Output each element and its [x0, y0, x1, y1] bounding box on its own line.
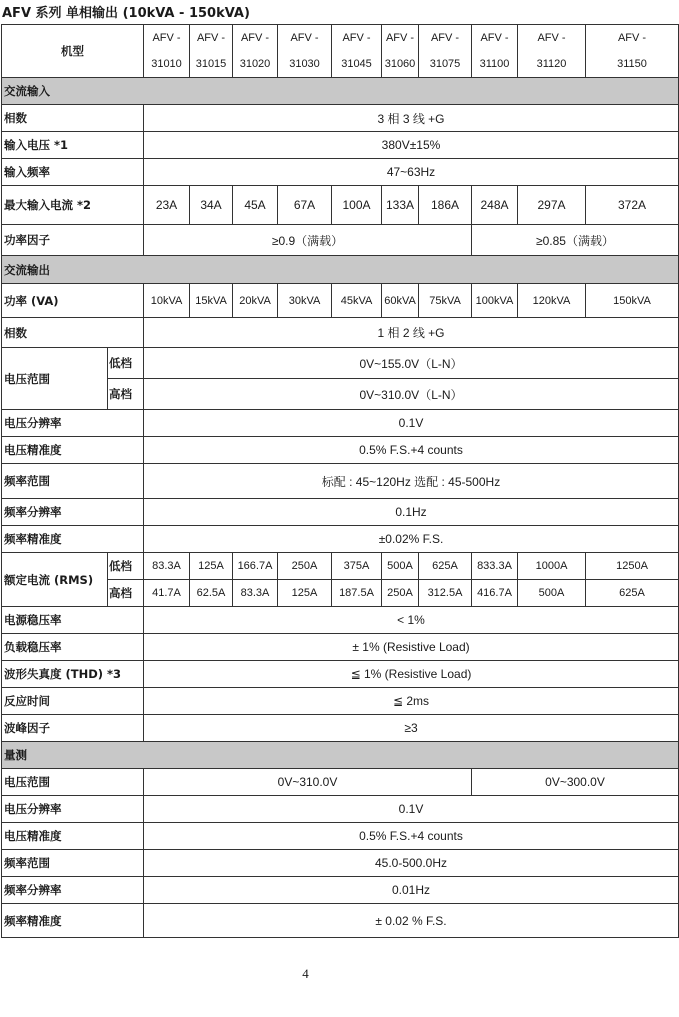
model-number: 31010 — [151, 58, 182, 70]
spec-row — [2, 715, 679, 742]
spec-row — [2, 437, 679, 464]
rated-cell: 1250A — [586, 553, 679, 580]
model-cell — [190, 25, 233, 78]
power-cell: 60kVA — [382, 284, 419, 318]
row-label: 电压范围 — [2, 769, 144, 796]
power-cell: 10kVA — [144, 284, 190, 318]
section-row — [2, 742, 679, 769]
row-value: 0.5% F.S.+4 counts — [144, 437, 679, 464]
row-label: 波形失真度 (THD) *3 — [2, 661, 144, 688]
spec-row — [2, 132, 679, 159]
model-cell — [332, 25, 382, 78]
model-prefix: AFV - — [196, 32, 226, 44]
model-number: 31100 — [479, 58, 510, 70]
sub-label: 低档 — [108, 553, 144, 580]
row-label: 频率范围 — [2, 850, 144, 877]
power-cell: 120kVA — [518, 284, 586, 318]
row-label: 功率 (VA) — [2, 284, 144, 318]
row-value: ± 1% (Resistive Load) — [144, 634, 679, 661]
rated-cell: 250A — [278, 553, 332, 580]
row-label: 相数 — [2, 105, 144, 132]
row-value: 0V~310.0V（L-N） — [144, 379, 679, 410]
current-cell: 34A — [190, 186, 233, 225]
rated-cell: 187.5A — [332, 580, 382, 607]
power-cell: 100kVA — [472, 284, 518, 318]
row-value: 3 相 3 线 +G — [144, 105, 679, 132]
spec-table — [1, 24, 679, 938]
row-value: 0.1V — [144, 410, 679, 437]
row-label: 电压精准度 — [2, 437, 144, 464]
row-value: ≥0.85（满载） — [472, 225, 679, 256]
spec-row — [2, 348, 679, 379]
model-prefix: AFV - — [342, 32, 371, 44]
row-label: 最大输入电流 *2 — [2, 186, 144, 225]
spec-row — [2, 499, 679, 526]
row-label: 输入电压 *1 — [2, 132, 144, 159]
model-prefix: AFV - — [430, 32, 460, 44]
spec-row — [2, 769, 679, 796]
row-value: ≦ 1% (Resistive Load) — [144, 661, 679, 688]
spec-row — [2, 607, 679, 634]
row-label: 频率分辨率 — [2, 877, 144, 904]
row-label: 电压分辨率 — [2, 796, 144, 823]
model-prefix: AFV - — [480, 32, 509, 44]
rated-cell: 62.5A — [190, 580, 233, 607]
spec-row — [2, 823, 679, 850]
rated-cell: 83.3A — [144, 553, 190, 580]
current-cell: 45A — [233, 186, 278, 225]
rated-cell: 416.7A — [472, 580, 518, 607]
model-number: 31075 — [429, 58, 461, 70]
spec-row — [2, 464, 679, 499]
power-cell: 20kVA — [233, 284, 278, 318]
model-prefix: AFV - — [152, 32, 181, 44]
rated-cell: 833.3A — [472, 553, 518, 580]
rated-cell: 500A — [518, 580, 586, 607]
row-value: < 1% — [144, 607, 679, 634]
row-label: 反应时间 — [2, 688, 144, 715]
model-cell — [144, 25, 190, 78]
current-cell: 186A — [419, 186, 472, 225]
sub-label: 高档 — [108, 580, 144, 607]
row-value: ±0.02% F.S. — [144, 526, 679, 553]
model-row — [2, 25, 679, 78]
row-value: ≥0.9（满载） — [144, 225, 472, 256]
model-header: 机型 — [2, 25, 144, 78]
spec-row — [2, 796, 679, 823]
rated-cell: 625A — [586, 580, 679, 607]
row-label: 电压分辨率 — [2, 410, 144, 437]
spec-row — [2, 284, 679, 318]
model-number: 31060 — [384, 58, 416, 70]
model-number: 31030 — [289, 58, 320, 70]
row-value: 1 相 2 线 +G — [144, 318, 679, 348]
spec-row — [2, 688, 679, 715]
row-value: 380V±15% — [144, 132, 679, 159]
row-label: 输入频率 — [2, 159, 144, 186]
spec-row — [2, 526, 679, 553]
model-number: 31045 — [341, 58, 372, 70]
page-number: 4 — [302, 966, 309, 981]
model-number: 31020 — [239, 58, 271, 70]
rated-cell: 500A — [382, 553, 419, 580]
spec-row — [2, 553, 679, 580]
current-cell: 133A — [382, 186, 419, 225]
power-cell: 150kVA — [586, 284, 679, 318]
row-label: 电压精准度 — [2, 823, 144, 850]
model-cell — [419, 25, 472, 78]
row-value: 45.0-500.0Hz — [144, 850, 679, 877]
row-label: 功率因子 — [2, 225, 144, 256]
spec-row — [2, 318, 679, 348]
spec-row — [2, 225, 679, 256]
section-row — [2, 256, 679, 284]
rated-cell: 125A — [190, 553, 233, 580]
sub-label: 高档 — [108, 379, 144, 410]
rated-cell: 625A — [419, 553, 472, 580]
row-label: 电压范围 — [2, 348, 108, 410]
spec-row — [2, 186, 679, 225]
row-value: 47~63Hz — [144, 159, 679, 186]
current-cell: 248A — [472, 186, 518, 225]
page-title: AFV 系列 单相输出 (10kVA - 150kVA) — [2, 6, 250, 21]
row-value: ≥3 — [144, 715, 679, 742]
power-cell: 15kVA — [190, 284, 233, 318]
row-value: 0.1Hz — [144, 499, 679, 526]
model-cell — [518, 25, 586, 78]
power-cell: 75kVA — [419, 284, 472, 318]
model-cell — [278, 25, 332, 78]
row-value: ≦ 2ms — [144, 688, 679, 715]
row-label: 相数 — [2, 318, 144, 348]
spec-row — [2, 410, 679, 437]
spec-row — [2, 661, 679, 688]
section-ac-output: 交流输出 — [2, 256, 679, 284]
model-number: 31015 — [195, 58, 227, 70]
section-row — [2, 78, 679, 105]
spec-row — [2, 634, 679, 661]
model-prefix: AFV - — [385, 32, 415, 44]
power-cell: 45kVA — [332, 284, 382, 318]
rated-cell: 375A — [332, 553, 382, 580]
row-value: 0V~155.0V（L-N） — [144, 348, 679, 379]
rated-cell: 125A — [278, 580, 332, 607]
section-ac-input: 交流输入 — [2, 78, 679, 105]
current-cell: 23A — [144, 186, 190, 225]
model-number: 31150 — [617, 58, 647, 70]
model-prefix: AFV - — [290, 32, 319, 44]
current-cell: 67A — [278, 186, 332, 225]
spec-row — [2, 850, 679, 877]
row-value: 0.5% F.S.+4 counts — [144, 823, 679, 850]
rated-cell: 83.3A — [233, 580, 278, 607]
section-measurement: 量测 — [2, 742, 679, 769]
current-cell: 100A — [332, 186, 382, 225]
spec-row — [2, 105, 679, 132]
current-cell: 372A — [586, 186, 679, 225]
model-prefix: AFV - — [537, 32, 566, 44]
row-label: 频率精准度 — [2, 904, 144, 938]
row-value: 0V~310.0V — [144, 769, 472, 796]
row-value: ± 0.02 % F.S. — [144, 904, 679, 938]
rated-cell: 166.7A — [233, 553, 278, 580]
model-cell — [472, 25, 518, 78]
spec-row — [2, 904, 679, 938]
row-label: 波峰因子 — [2, 715, 144, 742]
row-value: 标配 : 45~120Hz 选配 : 45-500Hz — [144, 464, 679, 499]
model-cell — [382, 25, 419, 78]
current-cell: 297A — [518, 186, 586, 225]
row-label: 额定电流 (RMS) — [2, 553, 108, 607]
rated-cell: 1000A — [518, 553, 586, 580]
row-label: 负载稳压率 — [2, 634, 144, 661]
model-prefix: AFV - — [617, 32, 647, 44]
row-label: 频率范围 — [2, 464, 144, 499]
row-value: 0V~300.0V — [472, 769, 679, 796]
model-number: 31120 — [536, 58, 567, 70]
power-cell: 30kVA — [278, 284, 332, 318]
rated-cell: 312.5A — [419, 580, 472, 607]
rated-cell: 41.7A — [144, 580, 190, 607]
row-label: 频率精准度 — [2, 526, 144, 553]
rated-cell: 250A — [382, 580, 419, 607]
model-cell — [233, 25, 278, 78]
row-label: 频率分辨率 — [2, 499, 144, 526]
row-value: 0.1V — [144, 796, 679, 823]
model-cell — [586, 25, 679, 78]
row-label: 电源稳压率 — [2, 607, 144, 634]
spec-row — [2, 877, 679, 904]
model-prefix: AFV - — [240, 32, 270, 44]
row-value: 0.01Hz — [144, 877, 679, 904]
sub-label: 低档 — [108, 348, 144, 379]
spec-row — [2, 159, 679, 186]
